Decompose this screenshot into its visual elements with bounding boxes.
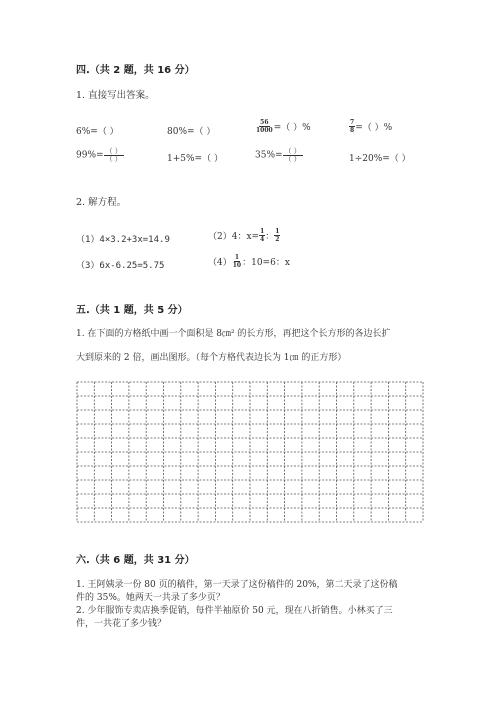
square-grid-paper[interactable] [76, 381, 424, 523]
answer-item-3: $\frac{56}{1000}$ =（ ）% [256, 119, 311, 134]
question-2-title: 2. 解方程。 [76, 197, 127, 208]
section-5-question-line-2: 大到原来的 2 倍，画出图形。（每个方格代表边长为 1㎝ 的正方形） [76, 353, 347, 363]
fraction-1-4: $\frac{1}{4}$ [260, 228, 265, 243]
question-1-title: 1. 直接写出答案。 [76, 90, 155, 101]
blank-fraction: $\frac{( )}{( )}$ [284, 147, 301, 163]
section-5-title: 五.（共 1 题，共 5 分） [76, 305, 188, 316]
fraction-1-10: $\frac{1}{10}$ [232, 254, 242, 269]
section-5-question-line-1: 1. 在下面的方格纸中画一个面积是 8㎝² 的长方形，再把这个长方形的各边长扩 [76, 329, 391, 339]
answer-item-1: 6%=（ ） [76, 127, 119, 137]
blank-fraction: $\frac{( )}{( )}$ [105, 147, 122, 163]
fraction-1-2: $\frac{1}{2}$ [275, 228, 280, 243]
answer-item-8: 1÷20%=（ ） [349, 154, 411, 164]
word-problem-2-line-1: 2. 少年服饰专卖店换季促销，每件半袖原价 50 元，现在八折销售。小林买了三 [76, 606, 393, 616]
section-4-title: 四.（共 2 题，共 16 分） [76, 65, 195, 76]
section-6-title: 六.（共 6 题，共 31 分） [76, 555, 195, 566]
fraction-7-8: $\frac{7}{8}$ [350, 119, 355, 134]
word-problem-1-line-2: 件的 35%。她两天一共录了多少页？ [76, 593, 225, 603]
fraction-56-1000: $\frac{56}{1000}$ [256, 119, 273, 134]
answer-item-4: $\frac{7}{8}$ =（ ）% [350, 119, 393, 134]
answer-item-6: 1+5%=（ ） [167, 154, 223, 164]
word-problem-2-line-2: 件，一共花了多少钱？ [76, 619, 167, 629]
word-problem-1-line-1: 1. 王阿姨录一份 80 页的稿件，第一天录了这份稿件的 20%，第二天录了这份稿 [76, 580, 398, 590]
equation-4: （4） $\frac{1}{10}$ ：10=6：x [208, 254, 290, 269]
answer-item-7: 35%= $\frac{( )}{( )}$ [255, 147, 301, 163]
equation-2: （2）4：x= $\frac{1}{4}$ ： $\frac{1}{2}$ [208, 228, 280, 243]
equation-3: （3）6x-6.25=5.75 [76, 261, 165, 271]
answer-item-5: 99%= $\frac{( )}{( )}$ [76, 147, 122, 163]
equation-1: （1）4×3.2+3x=14.9 [76, 235, 170, 245]
answer-item-2: 80%=（ ） [167, 127, 216, 137]
